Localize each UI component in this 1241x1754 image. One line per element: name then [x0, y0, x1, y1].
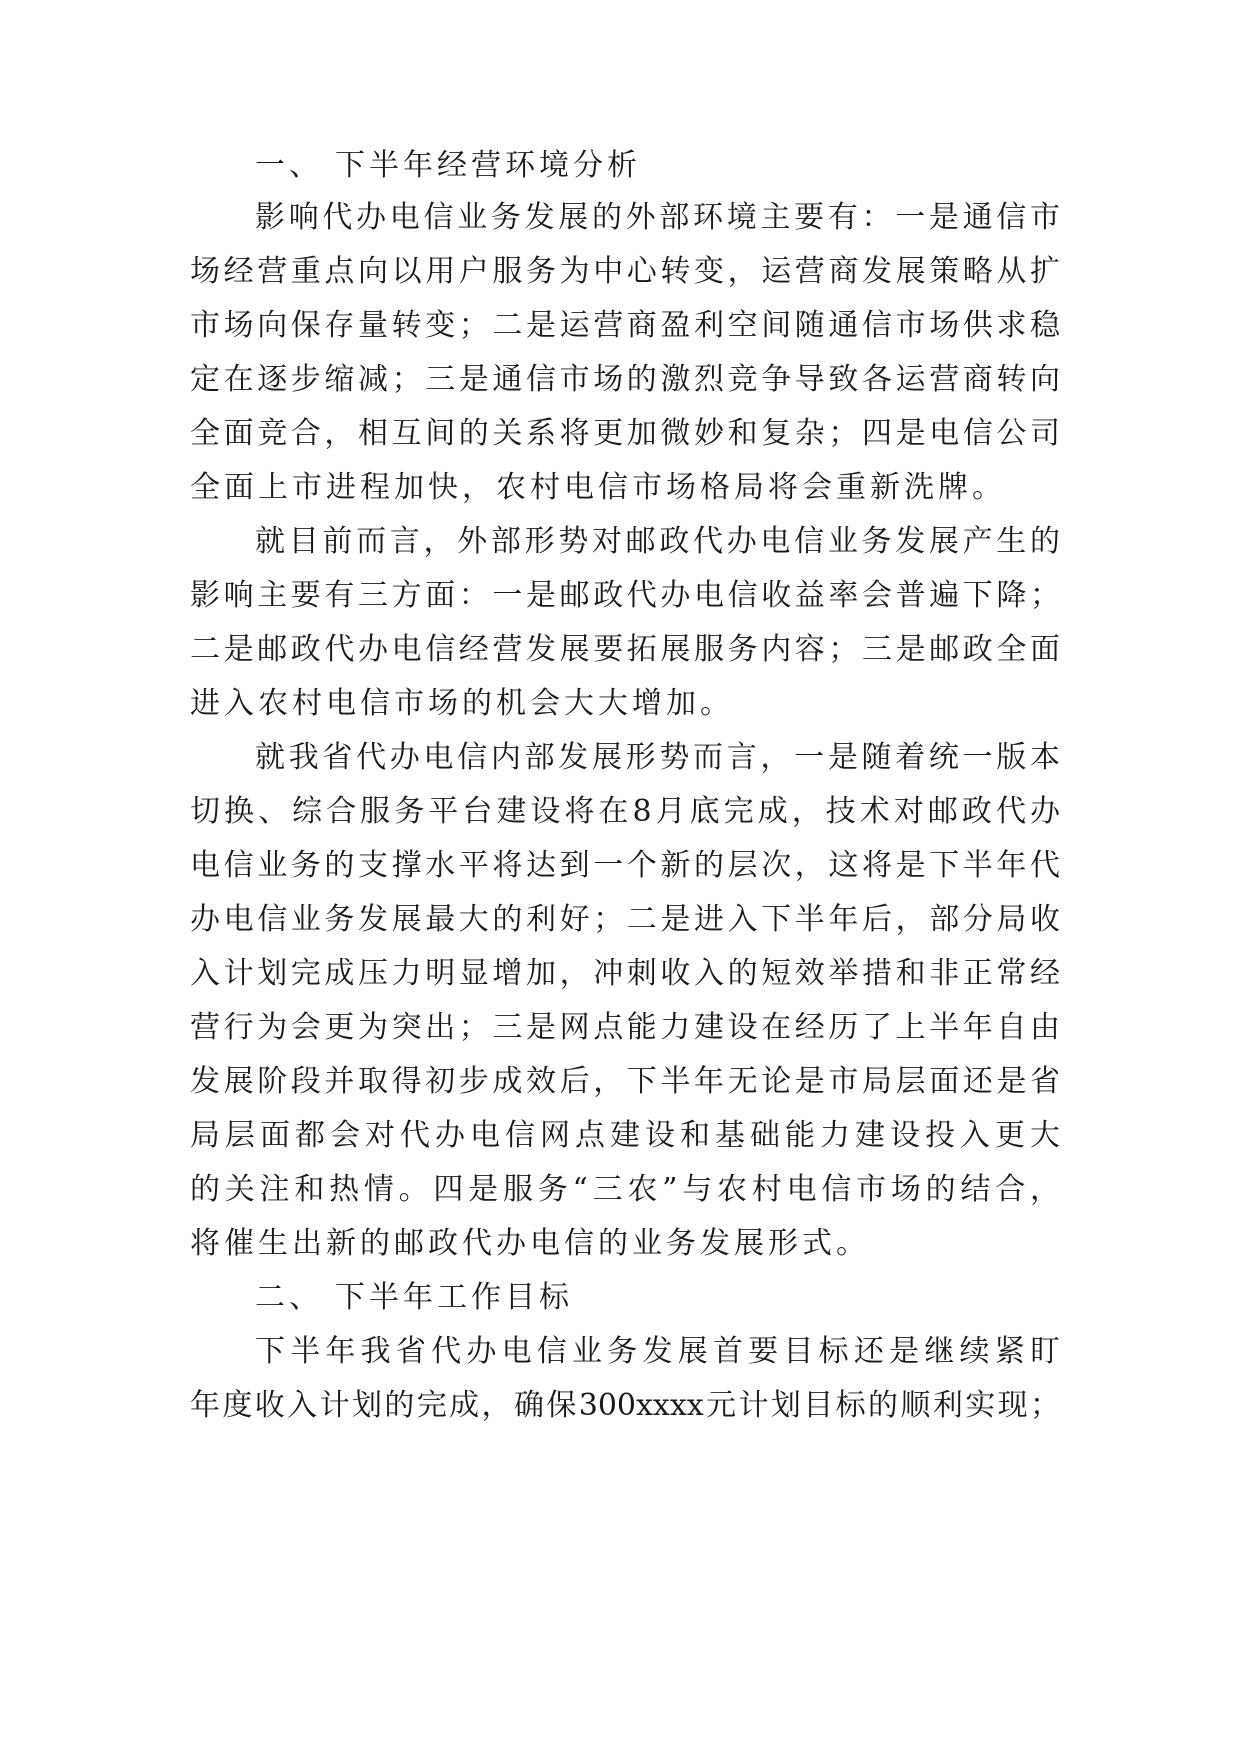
paragraph-line: 发展阶段并取得初步成效后，下半年无论是市局层面还是省 — [190, 1064, 1060, 1099]
section-title-2: 下半年工作目标 — [335, 1280, 573, 1315]
section-heading-1 — [255, 146, 641, 186]
paragraph-line: 二是邮政代办电信经营发展要拓展服务内容；三是邮政全面 — [190, 632, 1060, 667]
paragraph-line: 影响代办电信业务发展的外部环境主要有：一是通信市 — [255, 200, 1060, 235]
paragraph-line: 定在逐步缩减；三是通信市场的激烈竞争导致各运营商转向 — [190, 362, 1060, 397]
paragraph-line: 全面竞合，相互间的关系将更加微妙和复杂；四是电信公司 — [190, 416, 1060, 451]
section-title-1: 下半年经营环境分析 — [335, 148, 641, 183]
paragraph-line: 局层面都会对代办电信网点建设和基础能力建设投入更大 — [190, 1118, 1060, 1153]
paragraph-line: 将催生出新的邮政代办电信的业务发展形式。 — [190, 1226, 870, 1261]
paragraph-line: 入计划完成压力明显增加，冲刺收入的短效举措和非正常经 — [190, 956, 1060, 991]
paragraph-line: 就我省代办电信内部发展形势而言，一是随着统一版本 — [255, 740, 1060, 775]
paragraph-line: 切换、综合服务平台建设将在8月底完成，技术对邮政代办 — [190, 794, 1060, 829]
paragraph-line: 电信业务的支撑水平将达到一个新的层次，这将是下半年代 — [190, 848, 1060, 883]
paragraph-line: 的关注和热情。四是服务“三农”与农村电信市场的结合， — [190, 1172, 1060, 1207]
paragraph-line: 营行为会更为突出；三是网点能力建设在经历了上半年自由 — [190, 1010, 1060, 1045]
section-heading-2 — [255, 1278, 573, 1318]
paragraph-line: 就目前而言，外部形势对邮政代办电信业务发展产生的 — [255, 524, 1060, 559]
paragraph-line: 年度收入计划的完成，确保300xxxx元计划目标的顺利实现； — [190, 1388, 1060, 1423]
paragraph-line: 进入农村电信市场的机会大大增加。 — [190, 686, 734, 721]
paragraph-line: 影响主要有三方面：一是邮政代办电信收益率会普遍下降； — [190, 578, 1060, 613]
paragraph-line: 市场向保存量转变；二是运营商盈利空间随通信市场供求稳 — [190, 308, 1060, 343]
paragraph-line: 下半年我省代办电信业务发展首要目标还是继续紧盯 — [255, 1334, 1060, 1369]
section-number-2: 二、 — [255, 1280, 323, 1315]
paragraph-line: 全面上市进程加快，农村电信市场格局将会重新洗牌。 — [190, 470, 1006, 505]
paragraph-line: 办电信业务发展最大的利好；二是进入下半年后，部分局收 — [190, 902, 1060, 937]
section-number-1: 一、 — [255, 148, 323, 183]
paragraph-line: 场经营重点向以用户服务为中心转变，运营商发展策略从扩 — [190, 254, 1060, 289]
